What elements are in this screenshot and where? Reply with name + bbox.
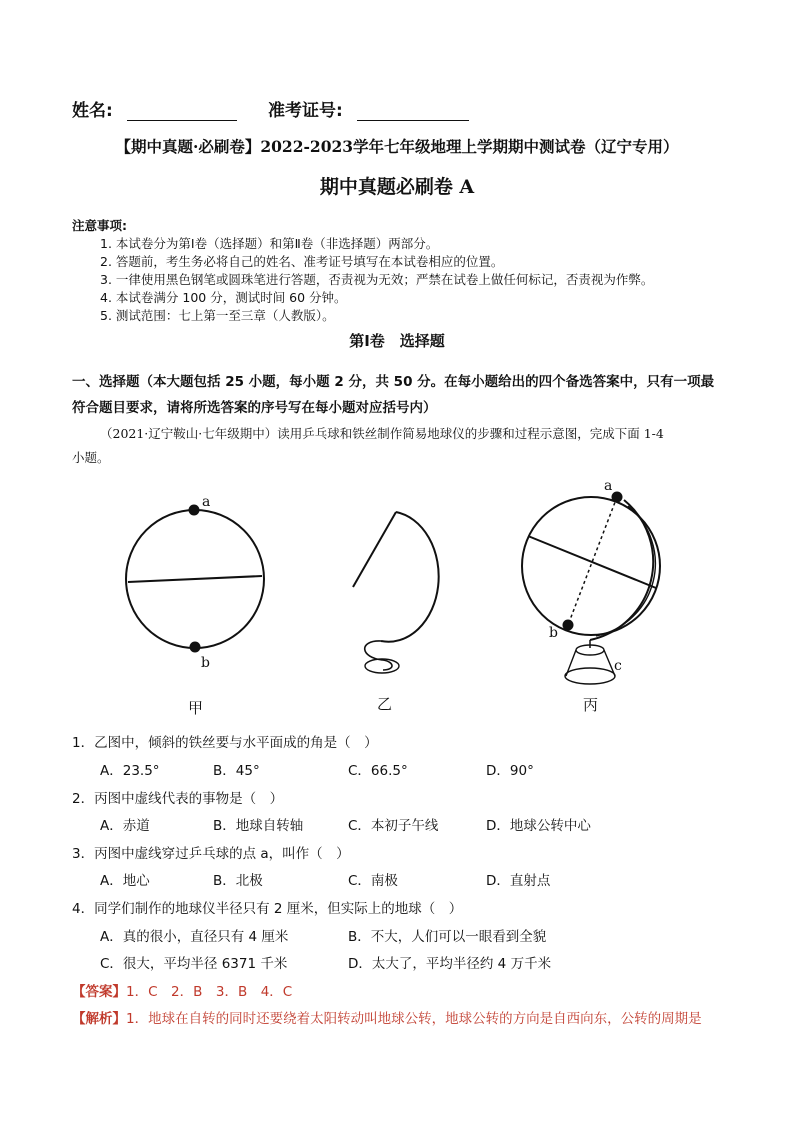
notes-item: 3. 一律使用黑色钢笔或圆珠笔进行答题，否责视为无效；严禁在试卷上做任何标记，否责视为作弊。 [100,272,654,287]
option-b[interactable]: B．地球自转轴 [213,818,304,834]
notes-item: 4. 本试卷满分 100 分，测试时间 60 分钟。 [100,290,347,305]
exam-title: 【期中真题·必刷卷】2022-2023学年七年级地理上学期期中测试卷（辽宁专用） [115,137,679,156]
question-stem: 3．丙图中虚线穿过乒乓球的点 a，叫作（ ） [72,846,350,862]
analysis-line [72,1007,702,1027]
option-b[interactable]: B．北极 [213,873,263,889]
globe-bing-stand-base [565,668,615,684]
option-b[interactable]: B．不大，人们可以一眼看到全貌 [348,929,547,945]
answer-line [72,980,292,1000]
option-a[interactable]: A．23.5° [100,763,160,779]
option-d[interactable]: D．太大了，平均半径约 4 万千米 [348,956,552,972]
option-c[interactable]: C．66.5° [348,763,408,779]
part-one-line1: 一、选择题（本大题包括 25 小题，每小题 2 分，共 50 分。在每小题给出的四个备选答案中，只有一项最 [72,374,715,390]
page-subtitle: 期中真题必刷卷 A [319,176,475,198]
globe-bing-axis [568,497,617,625]
label-b: b [201,655,210,671]
point-b-marker [563,620,574,631]
option-a[interactable]: A．赤道 [100,818,150,834]
intro-line1: （2021·辽宁鞍山·七年级期中）读用乒乓球和铁丝制作简易地球仪的步骤和过程示意图，完成下面 1-4 [100,426,664,441]
intro-line2: 小题。 [72,450,110,465]
notes-item: 5. 测试范围：七上第一至三章（人教版）。 [100,308,335,323]
globe-yi-arc [381,512,439,642]
name-input[interactable] [127,104,237,121]
figure-label-yi: 乙 [377,695,393,713]
exam-no-label: 准考证号: [268,101,343,121]
analysis-text: 1．地球在自转的同时还要绕着太阳转动叫地球公转，地球公转的方向是自西向东，公转的周期是 [126,1011,702,1027]
notes-item: 2. 答题前，考生务必将自己的姓名、准考证号填写在本试卷相应的位置。 [100,254,504,269]
option-a[interactable]: A．真的很小，直径只有 4 厘米 [100,929,289,945]
globe-diagram [0,470,794,720]
globe-yi-spiral [365,641,392,670]
option-b[interactable]: B．45° [213,763,260,779]
option-d[interactable]: D．地球公转中心 [486,818,591,834]
figure-label-jia: 甲 [188,699,204,717]
label-a: a [604,478,613,494]
label-b: b [549,625,558,641]
globe-bing-equator [528,536,656,588]
answer-text: 1．C 2．B 3．B 4．C [126,984,293,1000]
option-c[interactable]: C．本初子午线 [348,818,439,834]
exam-no-field-row [268,96,469,121]
globe-jia-equator [128,576,262,582]
answer-label: 【答案】 [72,984,126,1000]
question-stem: 2．丙图中虚线代表的事物是（ ） [72,791,284,807]
option-c[interactable]: C．南极 [348,873,398,889]
point-a-marker [612,492,623,503]
globe-yi-tilted-wire [353,512,396,587]
analysis-label: 【解析】 [72,1011,126,1027]
option-d[interactable]: D．直射点 [486,873,551,889]
globe-bing-stand [566,650,615,676]
option-c[interactable]: C．很大，平均半径 6371 千米 [100,956,288,972]
label-c: c [614,658,622,674]
part-one-line2: 符合题目要求，请将所选答案的序号写在每小题对应括号内） [72,400,437,416]
globe-yi-base [365,659,399,673]
option-d[interactable]: D．90° [486,763,534,779]
section-title: 第Ⅰ卷 选择题 [349,332,445,350]
option-a[interactable]: A．地心 [100,873,150,889]
name-field-row [72,96,237,121]
question-stem: 1．乙图中，倾斜的铁丝要与水平面成的角是（ ） [72,735,378,751]
figure-label-bing: 丙 [583,696,599,714]
notes-item: 1. 本试卷分为第Ⅰ卷（选择题）和第Ⅱ卷（非选择题）两部分。 [100,236,439,251]
question-stem: 4．同学们制作的地球仪半径只有 2 厘米，但实际上的地球（ ） [72,901,463,917]
point-b-marker [190,642,201,653]
point-a-marker [189,505,200,516]
exam-no-input[interactable] [357,104,469,121]
name-label: 姓名: [72,101,113,121]
label-a: a [202,494,211,510]
notes-heading: 注意事项: [72,218,127,233]
